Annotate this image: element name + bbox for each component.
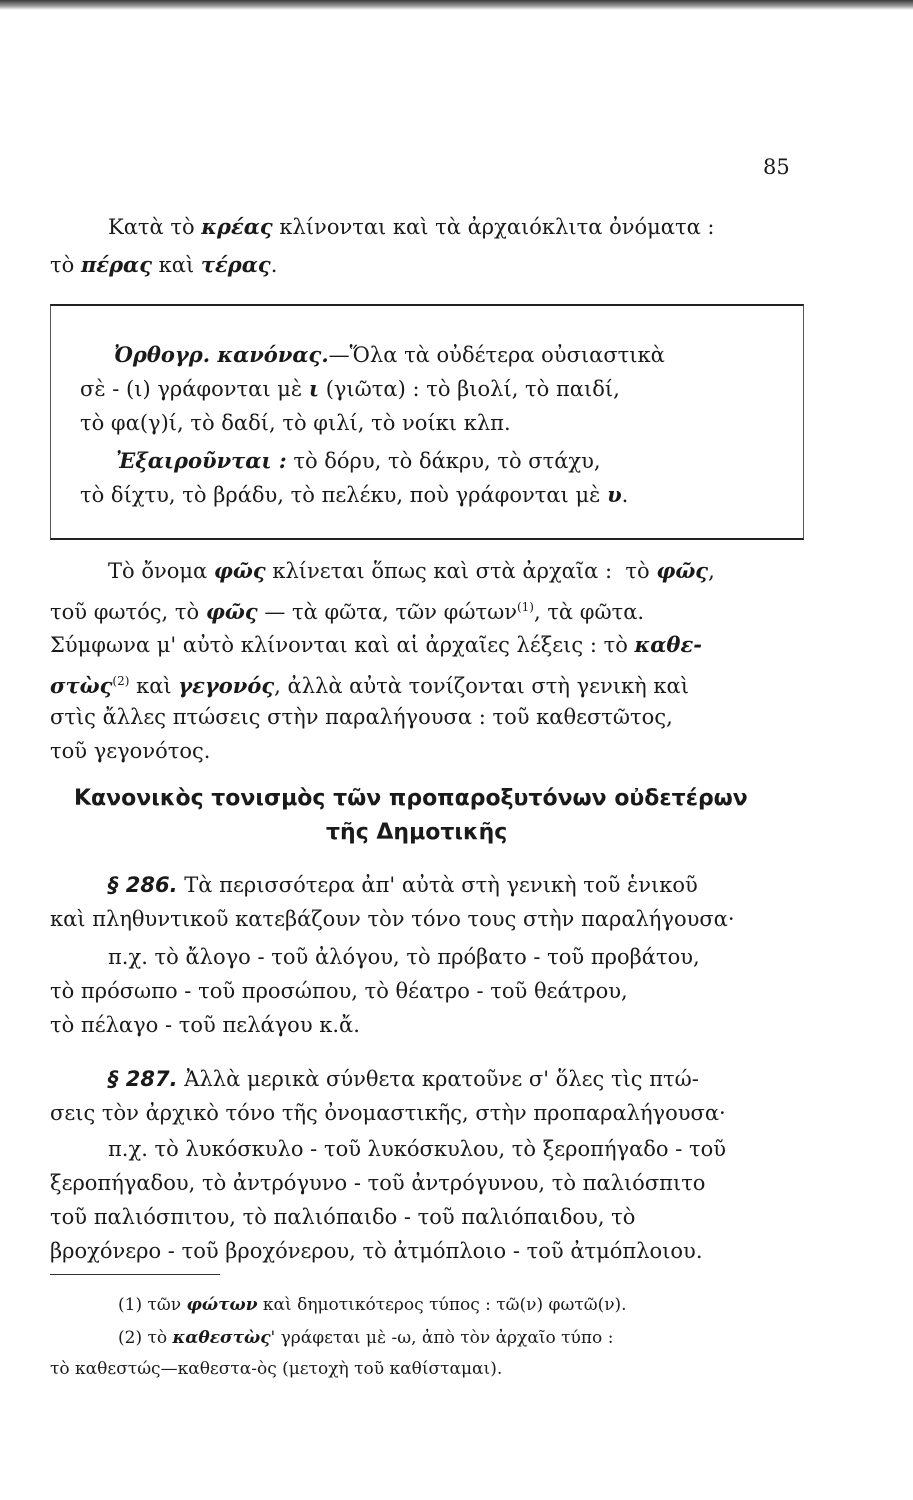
- footnote-2: (2) τὸ καθεστὼς' γράφεται μὲ -ω, ἀπὸ τὸν ἀρχαῖο τύπο :: [118, 1328, 614, 1348]
- section-286-line-2: καὶ πληθυντικοῦ κατεβάζουν τὸν τόνο τους στὴν παραλήγουσα·: [50, 907, 735, 931]
- section-287-line-6: βροχόνερο - τοῦ βροχόνερου, τὸ ἀτμόπλοιο - τοῦ ἀτμόπλοιου.: [50, 1239, 703, 1263]
- intro-line-1: Κατὰ τὸ κρέας κλίνονται καὶ τὰ ἀρχαιόκλιτα ὀνόματα :: [108, 214, 715, 239]
- section-heading-line-2: τῆς Δημοτικῆς: [326, 820, 508, 845]
- rule-line-5: τὸ δίχτυ, τὸ βράδυ, τὸ πελέκυ, ποὺ γράφονται μὲ υ.: [80, 482, 629, 507]
- fos-line-5: στὶς ἄλλες πτώσεις στὴν παραλήγουσα : τοῦ καθεστῶτος,: [50, 705, 673, 729]
- intro-line-2: τὸ πέρας καὶ τέρας.: [50, 252, 278, 277]
- rule-line-4: Ἐξαιροῦνται : τὸ δόρυ, τὸ δάκρυ, τὸ στάχυ,: [116, 448, 601, 473]
- section-287-line-1: § 287. Ἀλλὰ μερικὰ σύνθετα κρατοῦνε σ' ὅλες τὶς πτώ-: [108, 1067, 699, 1091]
- rule-line-2: σὲ - (ι) γράφονται μὲ ι (γιῶτα) : τὸ βιολί, τὸ παιδί,: [80, 376, 620, 401]
- section-286-line-1: § 286. Τὰ περισσότερα ἀπ' αὐτὰ στὴ γενικὴ τοῦ ἑνικοῦ: [108, 873, 698, 897]
- section-286-line-4: τὸ πρόσωπο - τοῦ προσώπου, τὸ θέατρο - τοῦ θεάτρου,: [50, 979, 628, 1003]
- fos-line-6: τοῦ γεγονότος.: [50, 739, 211, 763]
- fos-line-3: Σύμφωνα μ' αὐτὸ κλίνονται καὶ αἱ ἀρχαῖες λέξεις : τὸ καθε-: [50, 632, 702, 657]
- scan-edge: [0, 0, 913, 10]
- footnote-1: (1) τῶν φώτων καὶ δημοτικότερος τύπος : τῶ(ν) φωτῶ(ν).: [118, 1295, 627, 1315]
- section-287-line-4: ξεροπήγαδου, τὸ ἀντρόγυνο - τοῦ ἀντρόγυνου, τὸ παλιόσπιτο: [50, 1171, 706, 1195]
- section-287-line-5: τοῦ παλιόσπιτου, τὸ παλιόπαιδο - τοῦ παλιόπαιδου, τὸ: [50, 1205, 636, 1229]
- section-286-line-3: π.χ. τὸ ἄλογο - τοῦ ἀλόγου, τὸ πρόβατο - τοῦ προβάτου,: [108, 945, 700, 969]
- page-number: 85: [763, 155, 790, 179]
- section-286-line-5: τὸ πέλαγο - τοῦ πελάγου κ.ἄ.: [50, 1013, 360, 1037]
- section-287-line-3: π.χ. τὸ λυκόσκυλο - τοῦ λυκόσκυλου, τὸ ξεροπήγαδο - τοῦ: [108, 1137, 727, 1161]
- section-287-line-2: σεις τὸν ἀρχικὸ τόνο τῆς ὀνομαστικῆς, στὴν προπαραλήγουσα·: [50, 1101, 726, 1125]
- section-287-mark: § 287.: [108, 1067, 178, 1091]
- footnote-divider: [50, 1274, 220, 1275]
- footnote-2-continued: τὸ καθεστώς—καθεστα-ὸς (μετοχὴ τοῦ καθίσταμαι).: [50, 1359, 503, 1379]
- rule-line-3: τὸ φα(γ)ί, τὸ δαδί, τὸ φιλί, τὸ νοίκι κλπ.: [80, 411, 511, 435]
- section-heading-line-1: Κανονικὸς τονισμὸς τῶν προπαροξυτόνων οὐδετέρων: [74, 786, 748, 811]
- fos-line-4: στὼς$^{(2)}$ καὶ γεγονός, ἀλλὰ αὐτὰ τονίζονται στὴ γενικὴ καὶ: [50, 673, 689, 698]
- fos-line-1: Τὸ ὄνομα φῶς κλίνεται ὅπως καὶ στὰ ἀρχαῖα : τὸ φῶς,: [108, 558, 715, 583]
- section-286-mark: § 286.: [108, 873, 178, 897]
- fos-line-2: τοῦ φωτός, τὸ φῶς — τὰ φῶτα, τῶν φώτων$^{(1)}$, τὰ φῶτα.: [50, 599, 645, 624]
- rule-line-1: Ὀρθογρ. κανόνας.—Ὅλα τὰ οὐδέτερα οὐσιαστικὰ: [114, 342, 665, 367]
